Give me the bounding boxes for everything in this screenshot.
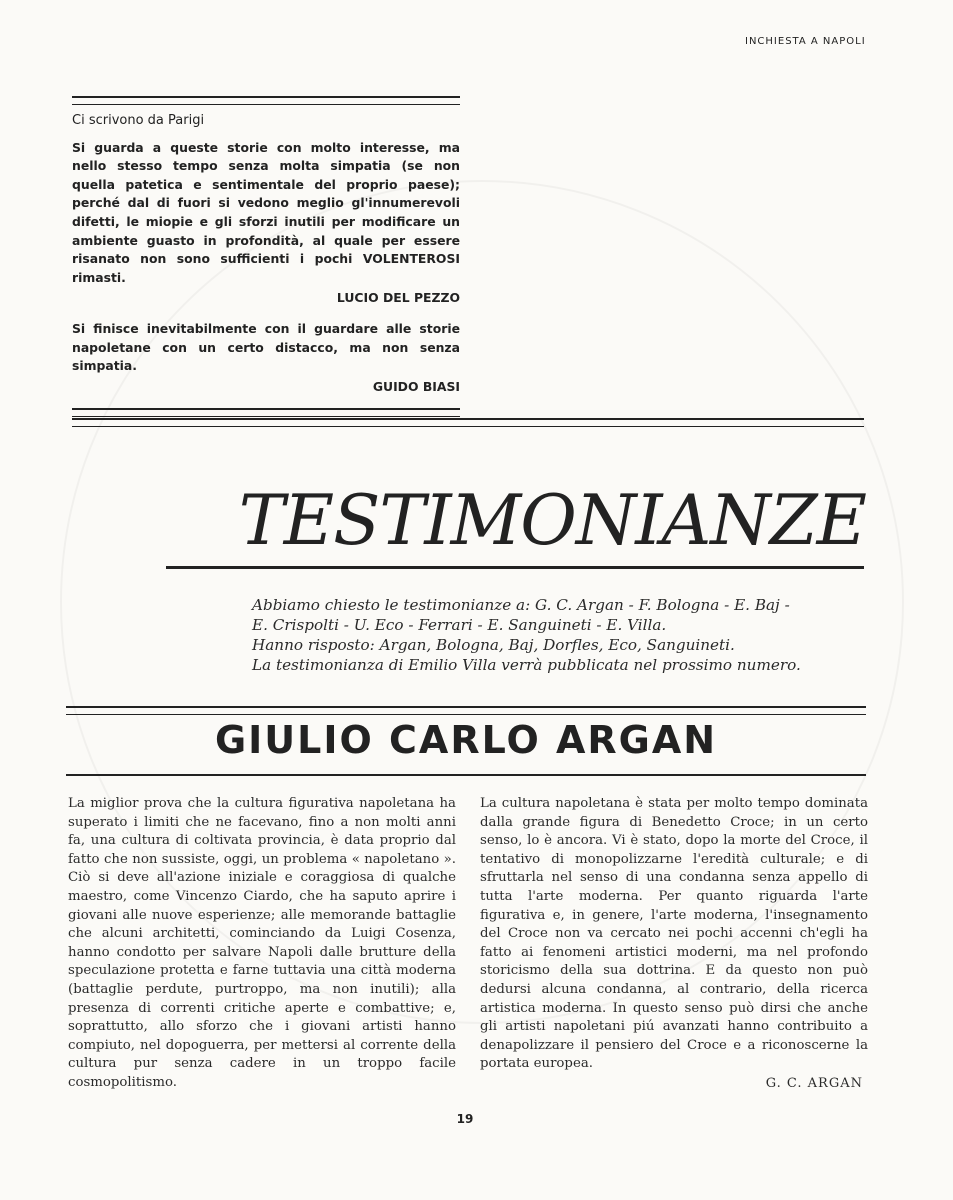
author-heading-rule	[66, 774, 866, 776]
letters-intro: Ci scrivono da Parigi	[72, 113, 205, 128]
letters-bottom-rule	[72, 408, 460, 417]
letter-text: Si finisce inevitabilmente con il guardare alle storie napoletane con un certo distacco, ma non senza simpatia.	[72, 320, 460, 374]
letter-signature: GUIDO BIASI	[372, 378, 460, 394]
article-paragraph: La cultura napoletana è stata per molto tempo dominata dalla grande figura di Benedetto Croce; in un certo senso, lo è ancora. Vi è stato, dopo la morte del Croce, il tentativo di monopolizzarne l'eredità culturale; e di sfruttarla nel senso di una condanna senza appello di tutta l'arte moderna. Per quanto riguarda l'arte figurativa e, in genere, l'arte moderna, l'insegnamento del Croce non va cercato nei pochi accenni ch'egli ha fatto ai fenomeni artistici moderni, ma nel profondo storicismo della sua dottrina. E da questo non può dedursi alcuna condanna, al contrario, della ricerca artistica moderna. In questo senso può dirsi che anche gli artisti napoletani piú avanzati hanno contribuito a denapolizzare il pensiero del Croce e a riconoscerne la portata europea.	[480, 796, 868, 1072]
section-title-rule	[166, 566, 864, 569]
intro-line: Hanno risposto: Argan, Bologna, Baj, Dorfles, Eco, Sanguineti.	[252, 636, 735, 654]
article-paragraph: La miglior prova che la cultura figurativa napoletana ha superato i limiti che ne facevano, fino a non molti anni fa, una cultura di coltivata provincia, è data proprio dal fatto che non sussiste, oggi, un problema « napoletano ». Ciò si deve all'azione iniziale e coraggiosa di qualche maestro, come Vincenzo Ciardo, che ha saputo aprire i giovani alle nuove esperienze; alle memorande battaglie che alcuni architetti, cominciando da Luigi Cosenza, hanno condotto per salvare Napoli dalle brutture della speculazione protetta e farne tuttavia una città moderna (battaglie perdute, purtroppo, ma non inutili); alla presenza di correnti critiche aperte e combattive; e, soprattutto, allo sforzo che i giovani artisti hanno compiuto, nel dopoguerra, per mettersi al corrente della cultura pur senza cadere in un troppo facile cosmopolitismo.	[68, 796, 456, 1090]
article-right-column	[480, 795, 868, 1074]
top-double-rule	[72, 96, 460, 105]
letter-signature: LUCIO DEL PEZZO	[336, 290, 460, 306]
page-number: 19	[456, 1112, 474, 1126]
article-left-column	[68, 795, 456, 1093]
section-intro	[252, 595, 872, 675]
intro-line: La testimonianza di Emilio Villa verrà pubblicata nel prossimo numero.	[252, 656, 801, 674]
letter-text: Si guarda a queste storie con molto interesse, ma nello stesso tempo senza molta simpatia (se non quella patetica e sentimentale del proprio paese); perché dal di fuori si vedono meglio gl'innumerevoli difetti, le miopie e gli sforzi inutili per modificare un ambiente guasto in profondità, al quale per essere risanato non sono sufficienti i pochi VOLENTEROSI rimasti.	[72, 139, 460, 285]
running-head: INCHIESTA A NAPOLI	[745, 36, 866, 47]
section-title: TESTIMONIANZE	[238, 481, 866, 561]
full-double-rule	[72, 418, 864, 427]
letters-box	[72, 112, 460, 408]
heading-double-rule	[66, 706, 866, 715]
intro-line: Abbiamo chiesto le testimonianze a: G. C. Argan - F. Bologna - E. Baj -	[252, 596, 790, 614]
intro-line: E. Crispolti - U. Eco - Ferrari - E. Sanguineti - E. Villa.	[252, 616, 667, 634]
article-signature: G. C. ARGAN	[765, 1076, 863, 1091]
author-heading: GIULIO CARLO ARGAN	[214, 718, 718, 762]
